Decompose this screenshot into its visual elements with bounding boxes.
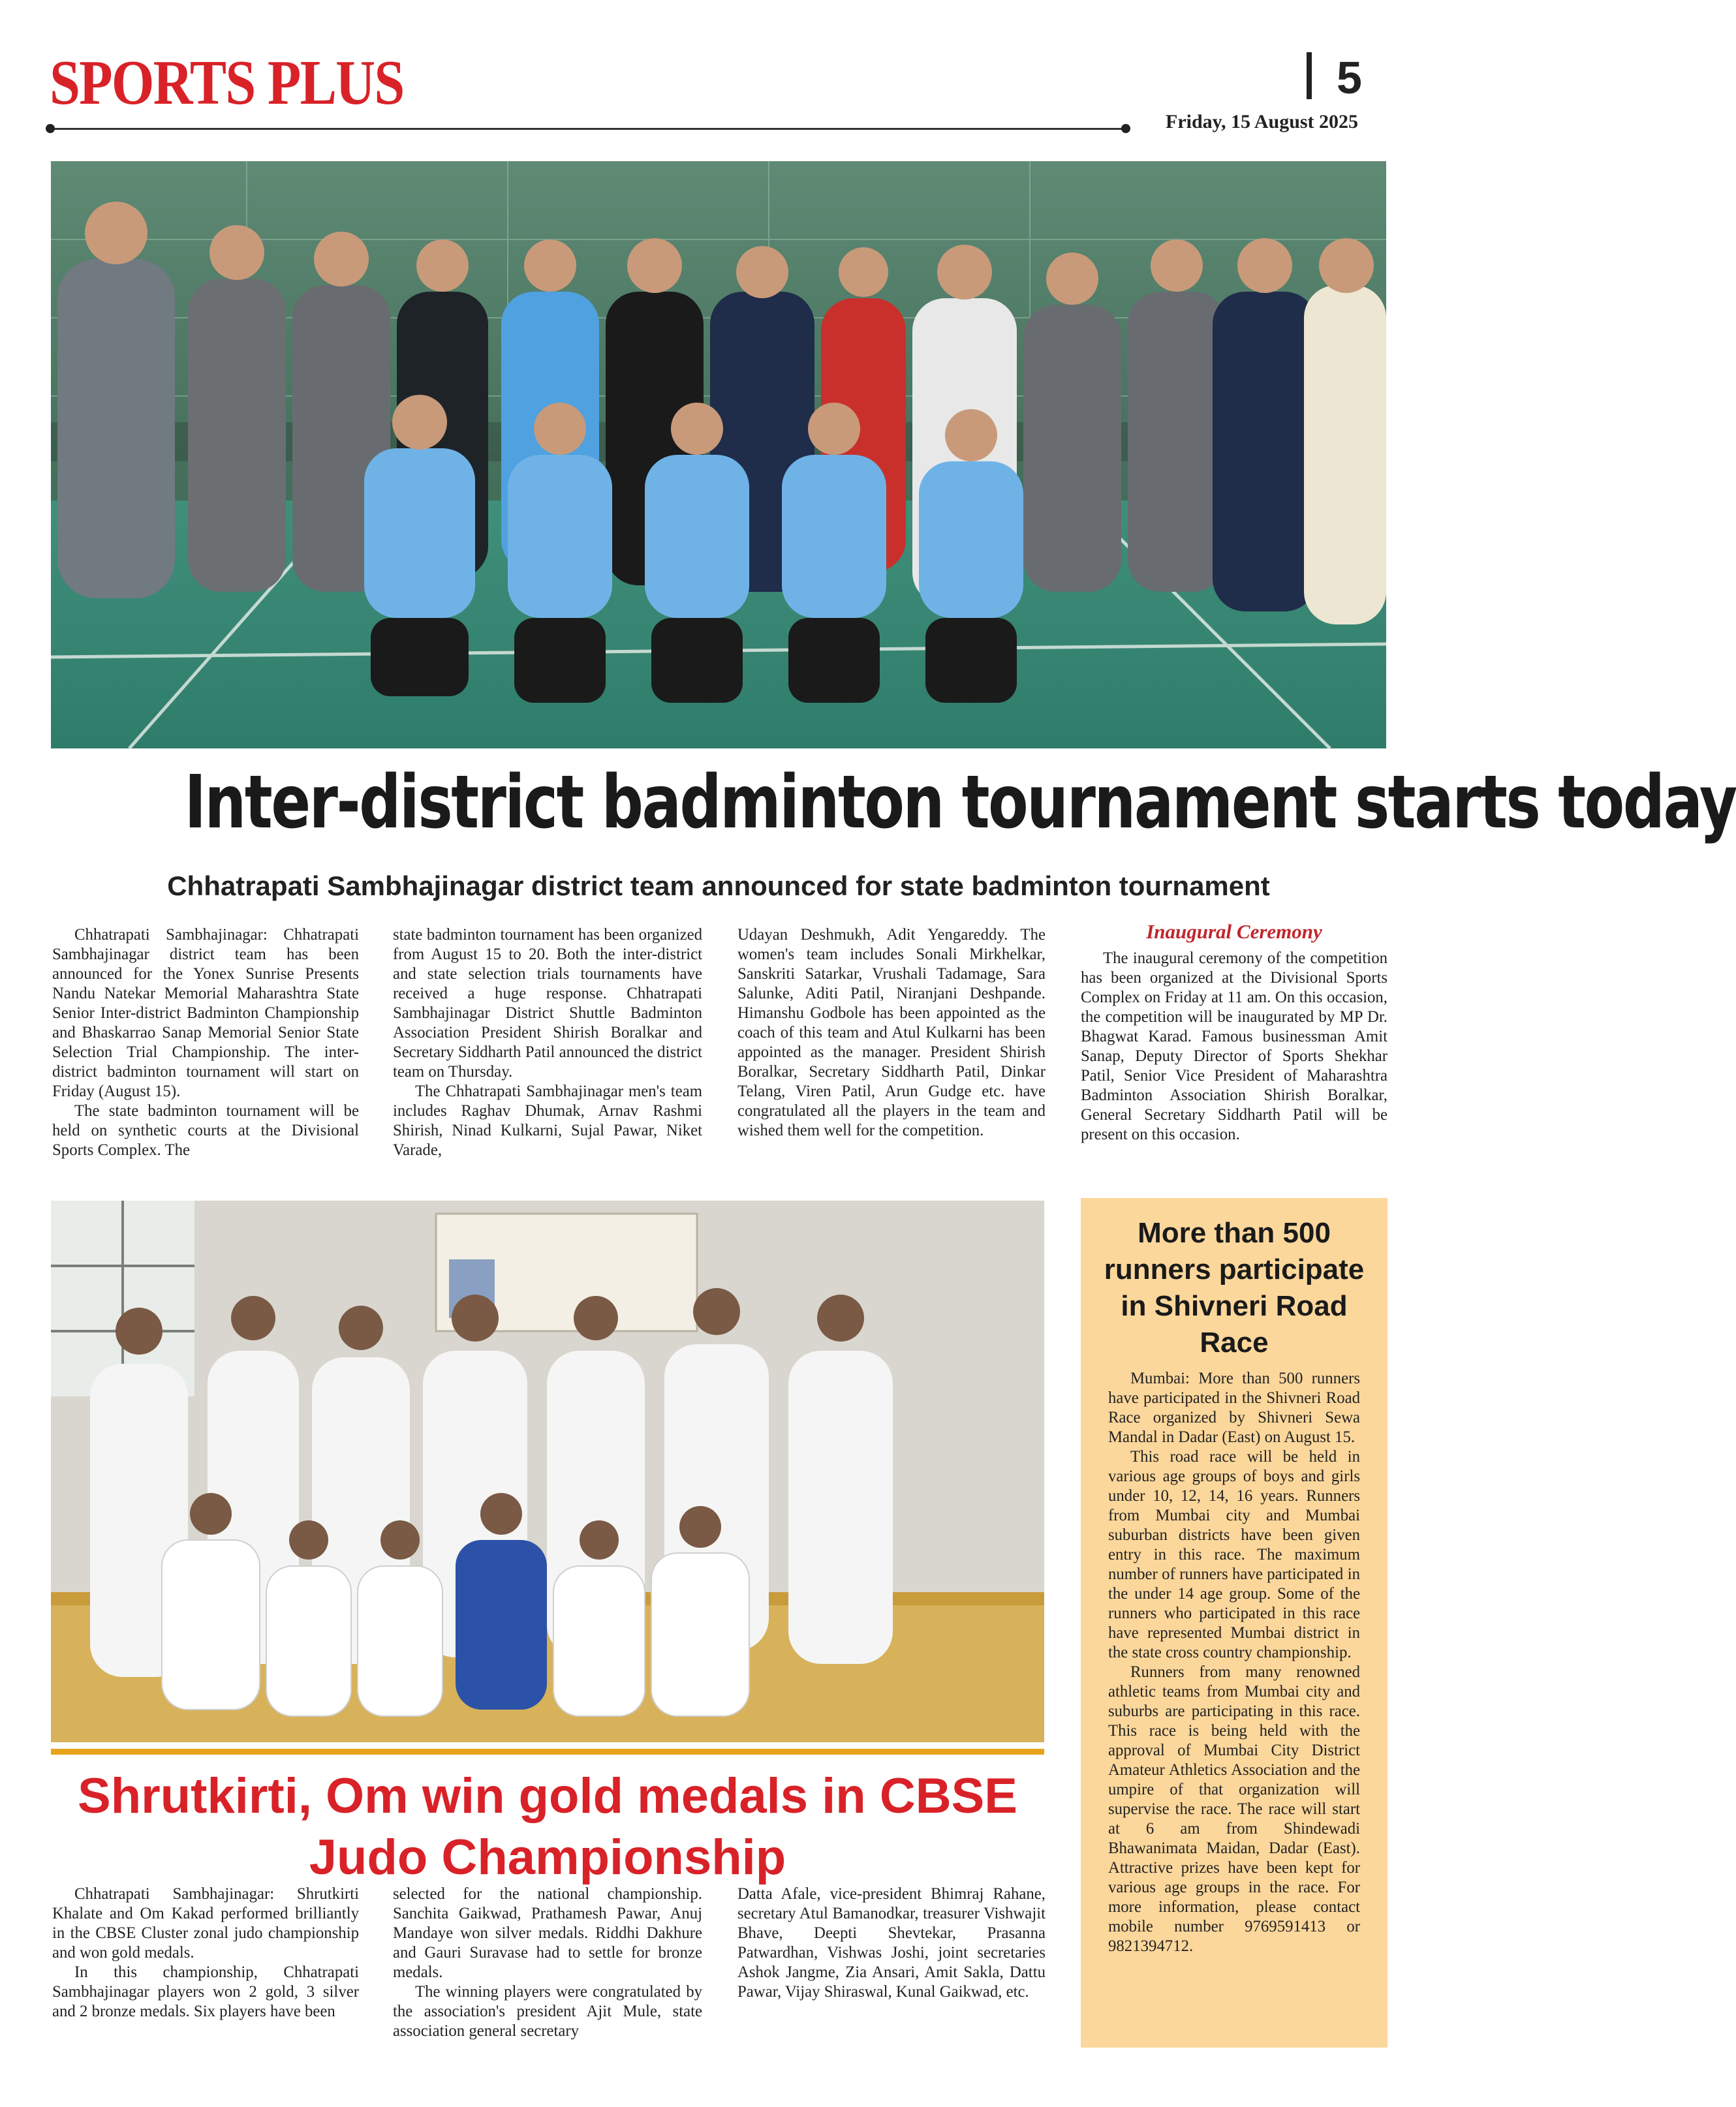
paragraph: The state badminton tournament will be held on synthetic courts at the Divisional Sports Complex. The [52,1102,359,1159]
page-number: 5 [1337,52,1362,103]
paragraph: The inaugural ceremony of the competition has been organized at the Divisional Sports Complex on Friday at 11 am. On this occasion, the competition will be inaugurated by MP Dr. Bhagwat Karad. Famous businessman Amit Sanap, Deputy Director of Sports Shekhar Patil, Senior Vice President of Maharashtra Badminton Association Shirish Boralkar, General Secretary Siddharth Patil will be present on this occasion. [1081,949,1387,1143]
inaugural-subhead: Inaugural Ceremony [1146,920,1322,943]
paragraph: Datta Afale, vice-president Bhimraj Rahane, secretary Atul Bamanodkar, treasurer Vishwajit Bhave, Deepti Shevtekar, Prasanna Patwardhan, Vishwas Joshi, joint secretaries Ashok Jangme, Zia Ansari, Amit Sakla, Dattu Pawar, Vijay Shiraswal, Kunal Gaikwad, etc. [737,1885,1046,2001]
paragraph: In this championship, Chhatrapati Sambhajinagar players won 2 gold, 3 silver and 2 bronze medals. Six players have been [52,1963,359,2020]
judo-column-3 [737,1884,1046,2002]
shivneri-headline: More than 500 runners participate in Shivneri Road Race [1104,1217,1365,1359]
paragraph: selected for the national championship. Sanchita Gaikwad, Prathamesh Pawar, Anuj Mandaye won silver medals. Riddhi Dakhure and Gauri Suravase had to settle for bronze medals. [393,1885,702,1981]
judo-column-1 [52,1884,359,2022]
judo-column-2 [393,1884,702,2041]
paragraph: Chhatrapati Sambhajinagar: Shrutkirti Khalate and Om Kakad performed brilliantly in the CBSE Cluster zonal judo championship and won gold medals. [52,1885,359,1961]
badminton-column-2 [393,925,702,1160]
rule-end-dot [46,124,55,133]
badminton-headline: Inter-district badminton tournament starts today [184,760,1736,845]
dateline: Friday, 15 August 2025 [1166,111,1359,132]
judo-headline: Shrutkirti, Om win gold medals in CBSE Judo Championship [78,1768,1017,1885]
page-number-divider [1307,52,1312,99]
paragraph: Udayan Deshmukh, Adit Yengareddy. The women's team includes Sonali Mirkhelkar, Sanskriti Satarkar, Vrushali Tadamage, Sara Salunke, Aditi Patil, Niranjani Deshpande. Himanshu Godbole has been appointed as the coach of this team and Atul Kulkarni has been appointed as the manager. President Shirish Boralkar, Secretary Siddharth Patil, Dinkar Telang, Viren Patil, Arun Gudge etc. have congratulated all the players in the team and wished them well for the competition. [737,926,1046,1139]
masthead-rule [50,128,1125,130]
judo-headline-rule [51,1749,1044,1755]
judo-team-photo [51,1201,1044,1742]
paragraph: The winning players were congratulated by the association's president Ajit Mule, state association general secretary [393,1983,702,2040]
masthead-title: SPORTS PLUS [50,48,404,118]
badminton-team-photo [51,161,1386,748]
paragraph: Runners from many renowned athletic teams from Mumbai city and suburbs are participating in this race. This race is being held with the approval of Mumbai City District Amateur Athletics Association and the umpire of that organization will supervise the race. The race will start at 6 am from Shindewadi Bhawanimata Maidan, Dadar (East). Attractive prizes have been kept for various age groups in the race. For more information, please contact mobile number 9769591413 or 9821394712. [1108,1663,1360,1955]
paragraph: state badminton tournament has been organized from August 15 to 20. Both the inter-district and state selection trials tournaments have received a huge response. Chhatrapati Sambhajinagar District Shuttle Badminton Association President Shirish Boralkar and Secretary Siddharth Patil announced the district team on Thursday. [393,926,702,1081]
badminton-column-1 [52,925,359,1160]
badminton-subheadline: Chhatrapati Sambhajinagar district team announced for state badminton tournament [167,870,1270,901]
judo-photo-illustration [51,1201,1044,1742]
rule-end-dot [1121,124,1130,133]
shivneri-body [1108,1369,1360,1956]
paragraph: This road race will be held in various age groups of boys and girls under 10, 12, 14, 16 years. Runners from Mumbai city and Mumbai suburban districts have been given entry in this race. The maximum number of runners have participated in the under 14 age group. Some of the runners who participated in this race have represented Mumbai district in the state cross country championship. [1108,1448,1360,1661]
paragraph: Chhatrapati Sambhajinagar: Chhatrapati Sambhajinagar district team has been announced for the Yonex Sunrise Presents Nandu Natekar Memorial Maharashtra State Senior Inter-district Badminton Championship and Bhaskarrao Sanap Memorial Senior State Selection Trial Championship. The inter-district badminton tournament will start on Friday (August 15). [52,926,359,1100]
paragraph: Mumbai: More than 500 runners have participated in the Shivneri Road Race organized by Shivneri Sewa Mandal in Dadar (East) on August 15. [1108,1370,1360,1446]
paragraph: The Chhatrapati Sambhajinagar men's team includes Raghav Dhumak, Arnav Rashmi Shirish, Ninad Kulkarni, Sujal Pawar, Niket Varade, [393,1083,702,1159]
badminton-photo-illustration [51,161,1386,748]
badminton-column-4 [1081,949,1387,1145]
badminton-column-3 [737,925,1046,1141]
